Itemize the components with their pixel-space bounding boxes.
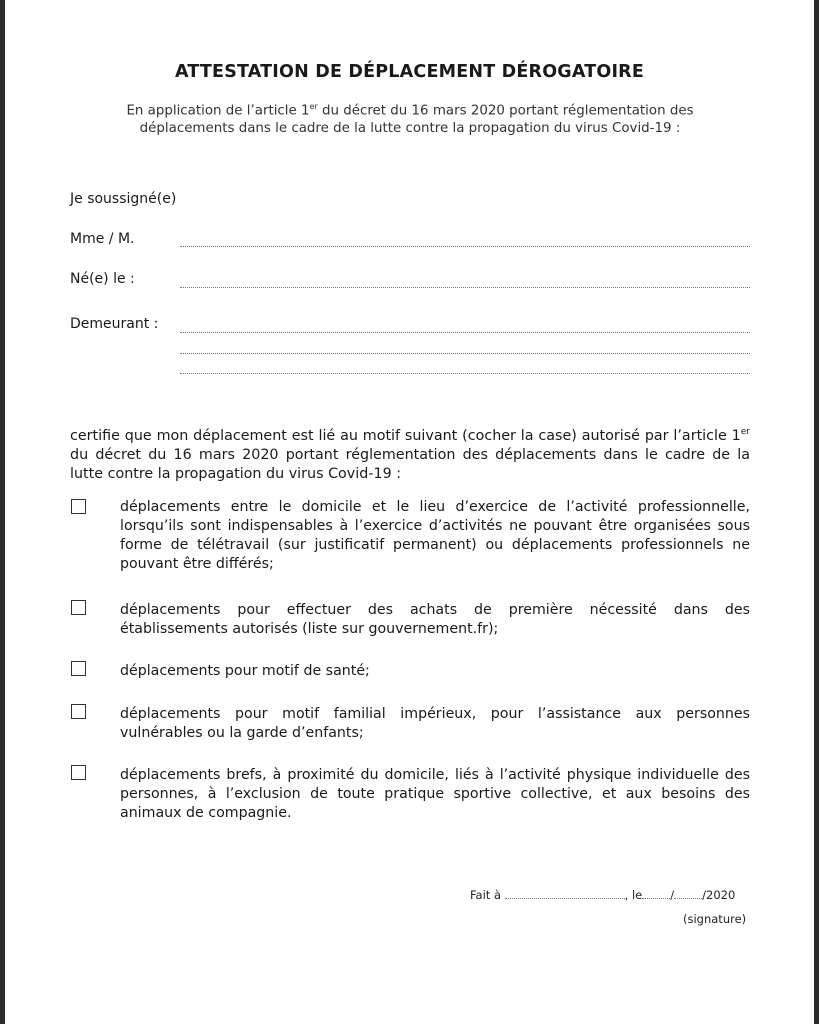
option-achats: déplacements pour effectuer des achats de première nécessité dans des établissements autorisés (liste sur gouvernement.fr);	[120, 602, 750, 637]
checkbox-travail[interactable]	[71, 499, 86, 514]
option-travail: déplacements entre le domicile et le lieu d’exercice de l’activité professionnelle, lorsqu’ils sont indispensables à l’exercice d’activités ne pouvant être organisées sous forme de télétravail (sur justificatif permanent) ou déplacements professionnels ne pouvant être différés;	[120, 499, 750, 572]
date-naissance-label: Né(e) le :	[70, 271, 135, 287]
left-edge	[0, 0, 5, 1024]
signature-label: (signature)	[683, 912, 747, 926]
option-sante: déplacements pour motif de santé;	[120, 663, 370, 679]
document-subtitle	[80, 98, 740, 138]
fait-line	[470, 888, 735, 902]
checkbox-activite-physique[interactable]	[71, 765, 86, 780]
nom-label: Mme / M.	[70, 231, 135, 247]
jour-field[interactable]	[642, 898, 670, 899]
certification-paragraph	[70, 423, 750, 484]
adresse-field-3[interactable]	[180, 373, 750, 374]
checkbox-sante[interactable]	[71, 661, 86, 676]
lieu-field[interactable]	[505, 898, 625, 899]
fait-label: Fait à	[470, 888, 502, 902]
annee-label: /2020	[702, 888, 736, 902]
subtitle-text-end: du décret du 16 mars 2020 portant réglementation des déplacements dans le cadre de la lutte contre la propagation du virus Covid-19 :	[139, 103, 694, 137]
nom-field[interactable]	[180, 246, 750, 247]
document-title: ATTESTATION DE DÉPLACEMENT DÉROGATOIRE	[174, 62, 644, 82]
right-edge	[814, 0, 819, 1024]
date-slash: /	[670, 888, 675, 902]
subtitle-text-start: En application de l’article 1	[126, 103, 310, 119]
adresse-field-1[interactable]	[180, 332, 750, 333]
checkbox-achats[interactable]	[71, 600, 86, 615]
option-familial: déplacements pour motif familial impérieux, pour l’assistance aux personnes vulnérables ou la garde d’enfants;	[120, 706, 750, 741]
checkbox-familial[interactable]	[71, 704, 86, 719]
certifie-text-end: du décret du 16 mars 2020 portant réglementation des déplacements dans le cadre de la lutte contre la propagation du virus Covid-19 :	[70, 446, 750, 482]
mois-field[interactable]	[674, 898, 702, 899]
soussigne-label: Je soussigné(e)	[70, 191, 177, 207]
option-activite-physique: déplacements brefs, à proximité du domicile, liés à l’activité physique individuelle des personnes, à l’exclusion de toute pratique sportive collective, et aux besoins des animaux de compagnie.	[120, 767, 750, 821]
certifie-text-start: certifie que mon déplacement est lié au motif suivant (cocher la case) autorisé par l’article 1	[70, 427, 741, 444]
date-naissance-field[interactable]	[180, 287, 750, 288]
demeurant-label: Demeurant :	[70, 316, 159, 332]
adresse-field-2[interactable]	[180, 353, 750, 354]
le-label: , le	[624, 888, 643, 902]
certifie-superscript: er	[740, 427, 750, 437]
subtitle-superscript: er	[309, 102, 318, 111]
